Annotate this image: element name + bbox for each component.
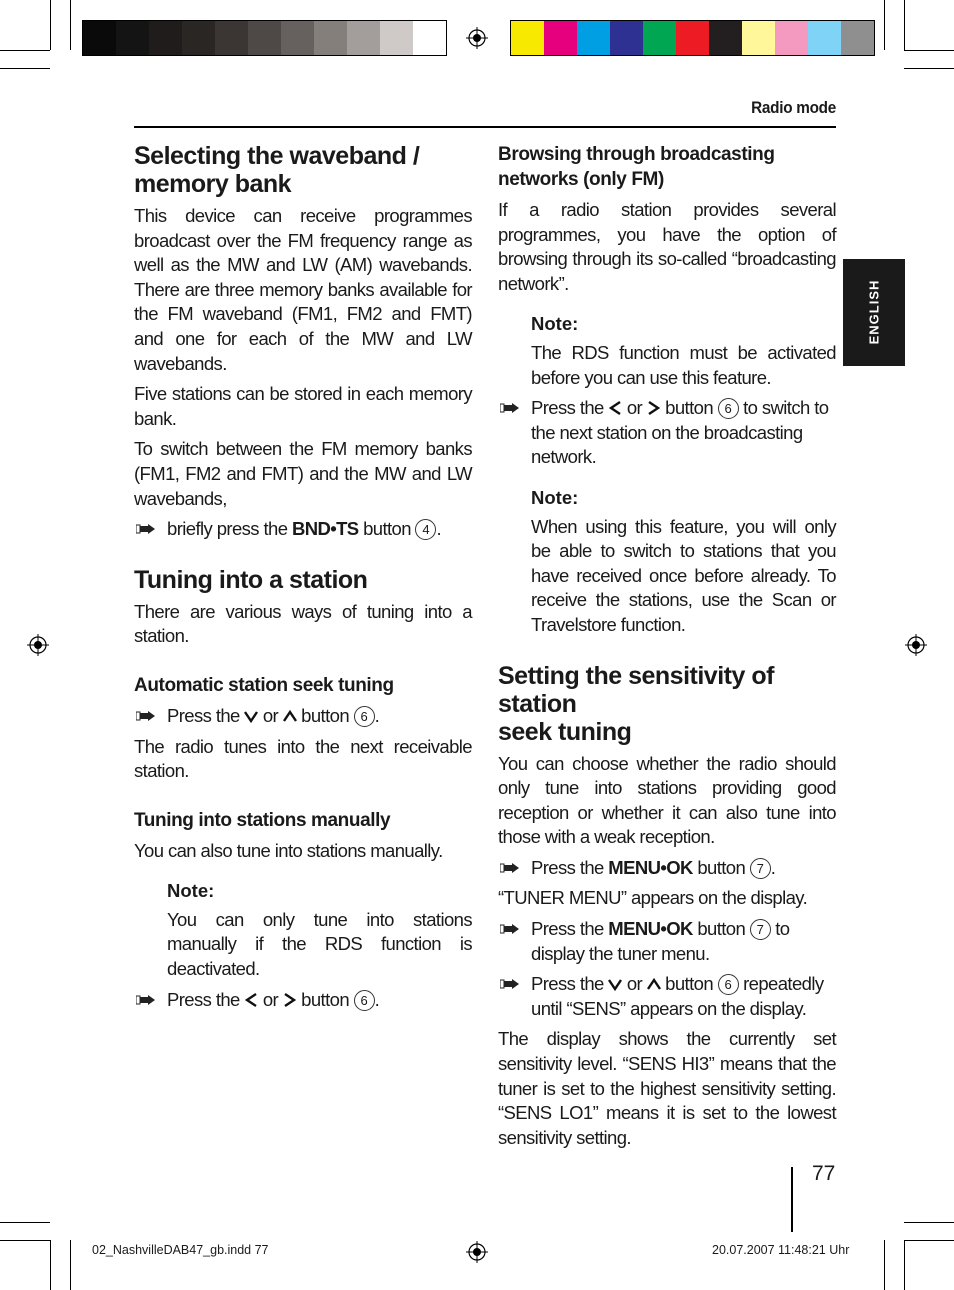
registration-mark-icon bbox=[27, 634, 49, 656]
crop-mark bbox=[884, 1240, 885, 1290]
print-slug-date: 20.07.2007 11:48:21 Uhr bbox=[712, 1243, 850, 1257]
paragraph: This device can receive programmes broadcast over the FM frequency range as well as the MW and LW (AM) wavebands. There are three memory banks available for the FM waveband (FM1, FM2 and FMT) and one for each of the MW and LW wavebands. bbox=[134, 205, 472, 374]
step-text: button bbox=[660, 973, 718, 995]
color-swatch bbox=[841, 21, 874, 55]
crop-mark bbox=[904, 50, 954, 51]
color-swatch bbox=[643, 21, 676, 55]
button-name: MENU•OK bbox=[608, 918, 693, 940]
running-head: Radio mode bbox=[751, 98, 836, 117]
title-line: networks (only FM) bbox=[498, 169, 664, 190]
button-number-badge: 6 bbox=[354, 990, 375, 1011]
button-number-badge: 6 bbox=[718, 398, 739, 419]
color-swatch bbox=[182, 21, 215, 55]
instruction-step: Press the MENU•OK button 7 . bbox=[498, 856, 836, 881]
pointing-hand-icon bbox=[500, 862, 520, 874]
step-text: button bbox=[296, 704, 354, 726]
note-text: The RDS function must be activated before you can use this feature. bbox=[531, 341, 836, 388]
step-text: button bbox=[692, 856, 750, 878]
crop-mark bbox=[50, 1240, 51, 1290]
crop-mark bbox=[904, 1240, 954, 1241]
page-number: 77 bbox=[812, 1162, 836, 1185]
grayscale-color-bar bbox=[82, 20, 447, 56]
section-title-waveband bbox=[134, 142, 472, 198]
paragraph: To switch between the FM memory banks (FM1, FM2 and FMT) and the MW and LW wavebands, bbox=[134, 438, 472, 509]
left-column bbox=[134, 142, 472, 1018]
chevron-right-icon bbox=[283, 993, 297, 1007]
color-swatch bbox=[775, 21, 808, 55]
step-text: button bbox=[358, 518, 416, 540]
instruction-step: Press the or button 6 . bbox=[134, 704, 472, 729]
color-swatch bbox=[116, 21, 149, 55]
pointing-hand-icon bbox=[136, 710, 156, 722]
chevron-down-icon bbox=[244, 709, 258, 723]
subsection-title-browsing bbox=[498, 142, 836, 192]
paragraph: “TUNER MENU” appears on the display. bbox=[498, 887, 808, 909]
right-column bbox=[498, 142, 836, 1156]
crop-mark bbox=[0, 50, 50, 51]
step-text: or bbox=[258, 988, 283, 1010]
crop-mark bbox=[904, 1240, 905, 1290]
color-swatch bbox=[511, 21, 544, 55]
step-text: or bbox=[622, 973, 647, 995]
pointing-hand-icon bbox=[500, 402, 520, 414]
button-name: BND•TS bbox=[291, 518, 359, 540]
registration-mark-icon bbox=[466, 27, 488, 49]
section-title-sensitivity bbox=[498, 662, 836, 746]
color-swatch bbox=[676, 21, 709, 55]
language-tab-label: ENGLISH bbox=[866, 279, 882, 345]
note-label: Note: bbox=[531, 486, 579, 508]
color-swatch bbox=[544, 21, 577, 55]
step-text: Press the bbox=[531, 973, 609, 995]
title-line: Browsing through broadcasting bbox=[498, 144, 775, 165]
step-text: briefly press the bbox=[167, 518, 292, 540]
step-text: Press the bbox=[531, 918, 609, 940]
chevron-left-icon bbox=[608, 401, 622, 415]
step-text: repeatedly until “SENS” appears on the display. bbox=[531, 973, 824, 1019]
note-label: Note: bbox=[531, 313, 579, 335]
paragraph: The display shows the currently set sensitivity level. “SENS HI3” means that the tuner is set to the highest sensitivity setting. “SENS LO1” means it is set to the lowest sensitivity setting. bbox=[498, 1028, 836, 1148]
step-text: button bbox=[692, 918, 750, 940]
paragraph: If a radio station provides several programmes, you have the option of browsing through its so-called “broadcasting network”. bbox=[498, 199, 836, 294]
crop-mark bbox=[70, 1240, 71, 1290]
button-name: MENU•OK bbox=[608, 856, 693, 878]
registration-mark-icon bbox=[905, 634, 927, 656]
note-text: When using this feature, you will only be able to switch to stations that you have received once before already. To receive the stations, use the Scan or Travelstore function. bbox=[531, 515, 836, 635]
chevron-right-icon bbox=[647, 401, 661, 415]
button-number-badge: 7 bbox=[750, 858, 771, 879]
color-swatch bbox=[215, 21, 248, 55]
chevron-down-icon bbox=[608, 977, 622, 991]
chevron-up-icon bbox=[283, 709, 297, 723]
crop-mark bbox=[904, 1222, 954, 1223]
title-line: Setting the sensitivity of station bbox=[498, 661, 774, 718]
color-swatch bbox=[742, 21, 775, 55]
crop-mark bbox=[50, 0, 51, 50]
step-text: Press the bbox=[531, 856, 609, 878]
color-swatch bbox=[314, 21, 347, 55]
paragraph: You can choose whether the radio should only tune into stations providing good reception or whether it can also tune into those with a weak reception. bbox=[498, 752, 836, 848]
crop-mark bbox=[884, 0, 885, 50]
crop-mark bbox=[70, 0, 71, 50]
paragraph: The radio tunes into the next receivable station. bbox=[134, 735, 472, 782]
header-rule bbox=[134, 126, 836, 128]
pointing-hand-icon bbox=[500, 978, 520, 990]
step-text: or bbox=[258, 704, 283, 726]
language-tab bbox=[843, 259, 905, 366]
color-swatch bbox=[808, 21, 841, 55]
print-slug-file: 02_NashvilleDAB47_gb.indd 77 bbox=[92, 1243, 269, 1257]
step-text: button bbox=[660, 397, 718, 419]
button-number-badge: 6 bbox=[354, 706, 375, 727]
crop-mark bbox=[0, 68, 50, 69]
color-swatch bbox=[281, 21, 314, 55]
step-text: Press the bbox=[531, 397, 609, 419]
step-text: Press the bbox=[167, 988, 245, 1010]
step-text: button bbox=[296, 988, 354, 1010]
crop-mark bbox=[904, 68, 954, 69]
instruction-step bbox=[498, 396, 836, 470]
color-swatch bbox=[83, 21, 116, 55]
color-swatch bbox=[248, 21, 281, 55]
pointing-hand-icon bbox=[136, 523, 156, 535]
instruction-step bbox=[498, 917, 836, 966]
chevron-up-icon bbox=[647, 977, 661, 991]
color-swatch bbox=[347, 21, 380, 55]
process-color-bar bbox=[510, 20, 875, 56]
instruction-step: Press the or button 6 . bbox=[134, 988, 472, 1013]
step-text: to switch to the next station on the broadcasting network. bbox=[531, 397, 829, 468]
section-title-tuning: Tuning into a station bbox=[134, 565, 368, 594]
title-line: seek tuning bbox=[498, 717, 632, 746]
color-swatch bbox=[380, 21, 413, 55]
subsection-title-auto-seek: Automatic station seek tuning bbox=[134, 674, 394, 696]
instruction-step: briefly press the BND•TS button 4 . bbox=[134, 517, 472, 542]
crop-mark bbox=[0, 1222, 50, 1223]
button-number-badge: 4 bbox=[415, 519, 436, 540]
instruction-step bbox=[498, 972, 836, 1021]
button-number-badge: 7 bbox=[750, 919, 771, 940]
page-number-rule bbox=[791, 1167, 793, 1232]
crop-mark bbox=[904, 0, 905, 50]
color-swatch bbox=[610, 21, 643, 55]
title-line: Selecting the waveband / bbox=[134, 142, 420, 170]
step-text: or bbox=[622, 397, 647, 419]
step-text: to display the tuner menu. bbox=[531, 918, 790, 964]
button-number-badge: 6 bbox=[718, 974, 739, 995]
color-swatch bbox=[413, 21, 446, 55]
note-label: Note: bbox=[167, 880, 215, 902]
subsection-title-manual: Tuning into stations manually bbox=[134, 809, 391, 831]
step-text: Press the bbox=[167, 704, 245, 726]
chevron-left-icon bbox=[244, 993, 258, 1007]
note-text: You can only tune into stations manually if the RDS function is deactivated. bbox=[167, 908, 472, 980]
crop-mark bbox=[0, 1240, 50, 1241]
color-swatch bbox=[709, 21, 742, 55]
color-swatch bbox=[149, 21, 182, 55]
pointing-hand-icon bbox=[136, 994, 156, 1006]
color-swatch bbox=[577, 21, 610, 55]
pointing-hand-icon bbox=[500, 923, 520, 935]
registration-mark-icon bbox=[466, 1241, 488, 1263]
paragraph: There are various ways of tuning into a station. bbox=[134, 600, 472, 647]
title-line: memory bank bbox=[134, 170, 292, 198]
paragraph: You can also tune into stations manually. bbox=[134, 839, 443, 861]
paragraph: Five stations can be stored in each memory bank. bbox=[134, 383, 472, 429]
